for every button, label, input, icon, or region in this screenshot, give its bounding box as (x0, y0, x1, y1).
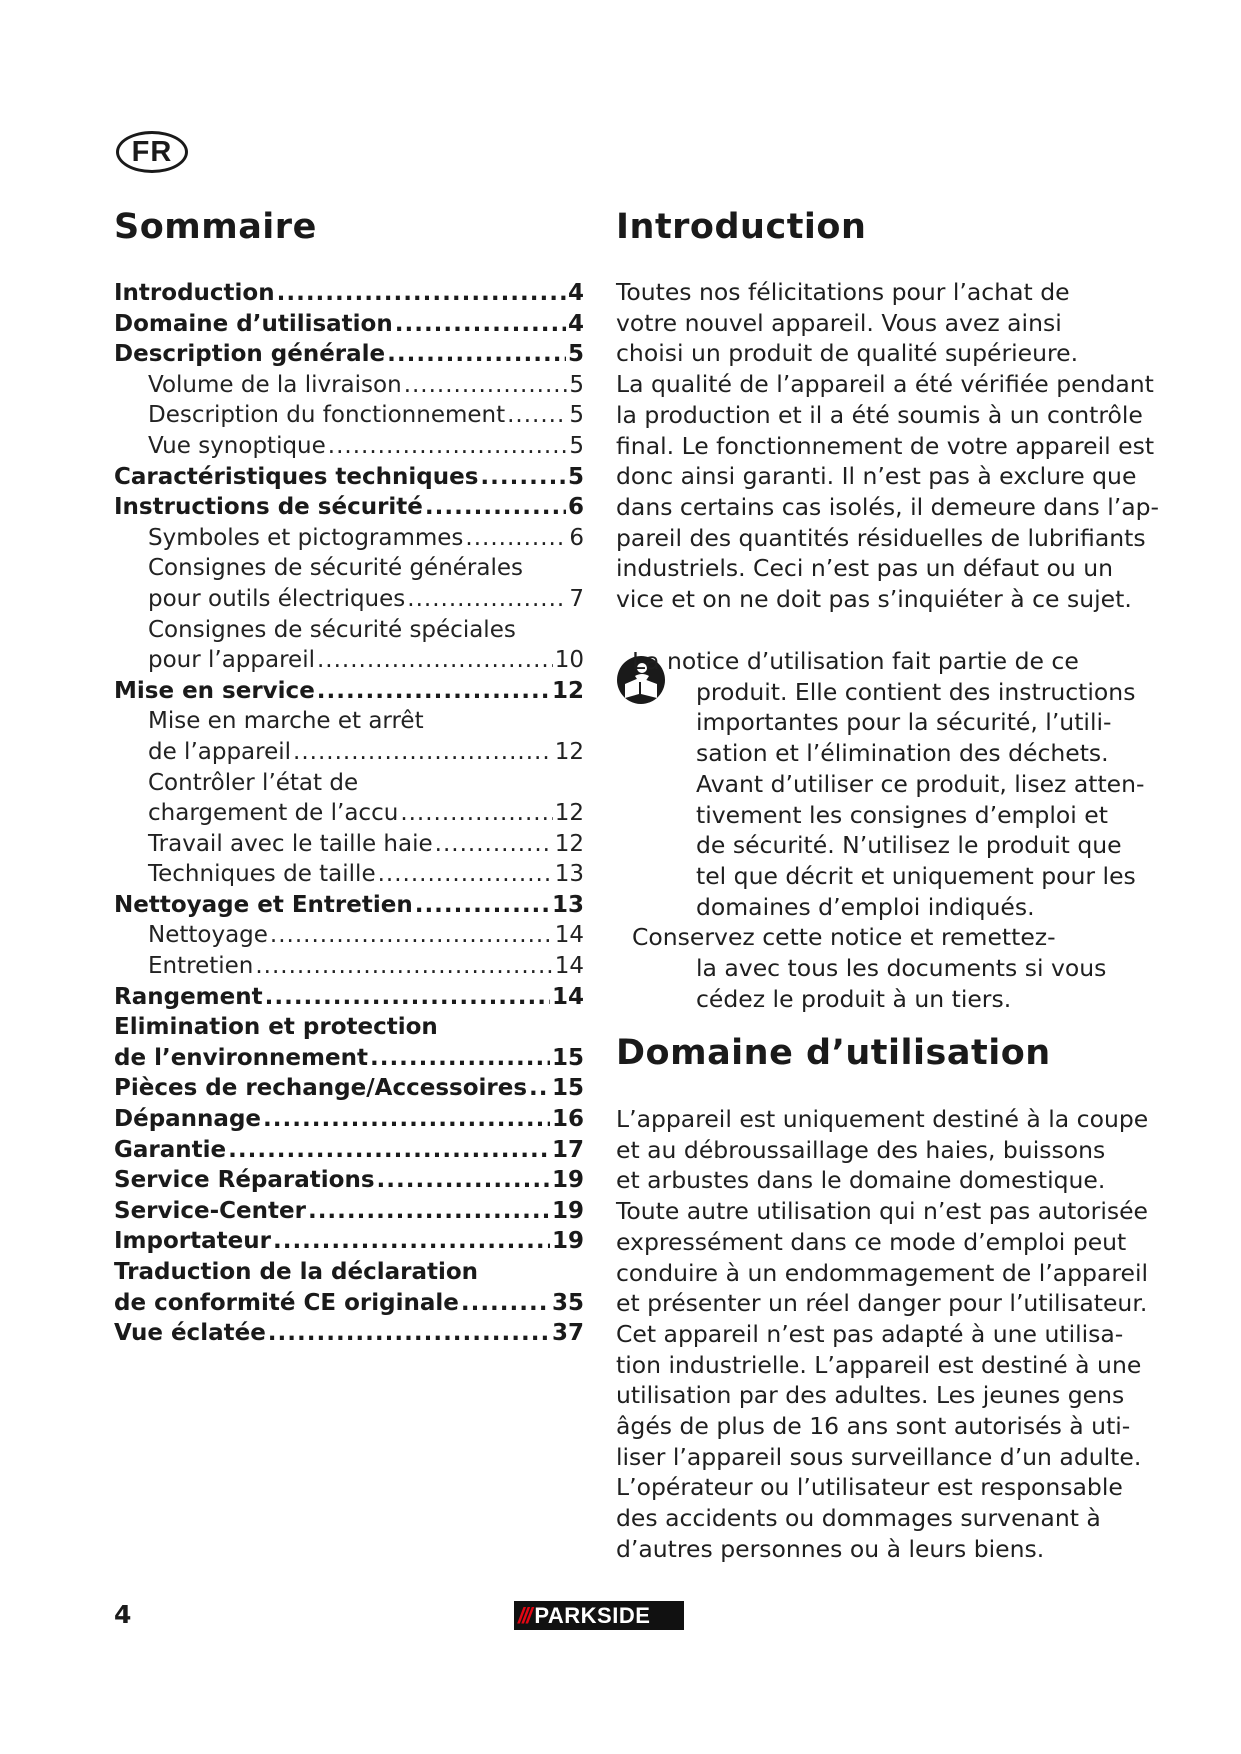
text-line: de sécurité. N’utilisez le produit que (696, 831, 1122, 860)
text-line: domaines d’emploi indiqués. (696, 892, 1035, 921)
toc-entry (114, 737, 584, 768)
toc-entry (114, 492, 584, 523)
toc-entry (114, 1165, 584, 1196)
toc-entry-label: Techniques de taille (148, 861, 376, 888)
toc-leader-dots (317, 645, 553, 676)
text-line: produit. Elle contient des instructions (696, 677, 1136, 706)
toc-title: Sommaire (114, 207, 317, 247)
domaine-title: Domaine d’utilisation (616, 1033, 1051, 1073)
toc-entry-page: 19 (551, 1197, 584, 1224)
text-line: Toutes nos félicitations pour l’achat de (616, 278, 1070, 306)
text-line: Cet appareil n’est pas adapté à une utilisa- (616, 1319, 1124, 1348)
toc-entry-page: 7 (569, 585, 584, 612)
toc-entry-page: 4 (567, 280, 584, 306)
toc-leader-dots (377, 1165, 550, 1196)
introduction-text (616, 277, 1160, 615)
toc-entry-label: Nettoyage et Entretien (114, 891, 413, 918)
toc-entry-page: 5 (567, 463, 584, 490)
toc-leader-dots (268, 1318, 550, 1349)
toc-entry-label: Introduction (114, 280, 275, 306)
introduction-title: Introduction (616, 207, 867, 247)
toc-entry-label: pour outils électriques (148, 585, 406, 612)
toc-entry (114, 1288, 584, 1319)
toc-entry-label: Service-Center (114, 1197, 306, 1224)
text-line: des accidents ou dommages survenant à (616, 1504, 1101, 1533)
toc-entry-label: Mise en marche et arrêt (148, 708, 424, 735)
toc-entry-label: Garantie (114, 1136, 227, 1163)
toc-entry (114, 1257, 584, 1288)
toc-entry-label: Mise en service (114, 677, 315, 704)
text-line: Toute autre utilisation qui n’est pas autorisée (616, 1197, 1149, 1226)
text-line: expressément dans ce mode d’emploi peut (616, 1227, 1127, 1256)
text-line: la production et il a été soumis à un contrôle (616, 400, 1143, 429)
toc-entry (114, 1196, 584, 1227)
text-line: et arbustes dans le domaine domestique. (616, 1166, 1106, 1195)
toc-leader-dots (461, 1288, 550, 1319)
toc-entry-label: Description du fonctionnement (148, 402, 506, 429)
toc-leader-dots (293, 737, 553, 768)
toc-entry (114, 951, 584, 982)
toc-leader-dots (404, 370, 568, 401)
toc-entry-label: Volume de la livraison (148, 371, 402, 398)
toc-entry-label: Consignes de sécurité générales (148, 555, 523, 582)
toc-entry-label: Consignes de sécurité spéciales (148, 616, 516, 643)
toc-leader-dots (308, 1196, 550, 1227)
toc-entry (114, 309, 584, 340)
toc-leader-dots (400, 798, 552, 829)
toc-leader-dots (529, 1073, 550, 1104)
toc-entry-page: 5 (567, 341, 584, 368)
text-line: Avant d’utiliser ce produit, lisez atten- (696, 769, 1145, 798)
toc-entry-page: 14 (554, 922, 584, 949)
brand-logo (514, 1601, 684, 1630)
toc-entry (114, 798, 584, 829)
toc-entry (114, 676, 584, 707)
toc-entry-label: Nettoyage (148, 922, 268, 949)
toc-leader-dots (328, 431, 568, 462)
toc-entry-page: 5 (569, 402, 584, 429)
toc-entry (114, 615, 584, 646)
toc-entry (114, 1043, 584, 1074)
toc-entry (114, 890, 584, 921)
toc-entry-page: 14 (551, 983, 584, 1010)
text-line: la avec tous les documents si vous (696, 954, 1107, 983)
toc-entry (114, 1012, 584, 1043)
text-line: cédez le produit à un tiers. (696, 984, 1012, 1013)
text-line: liser l’appareil sous surveillance d’un adulte. (616, 1442, 1142, 1471)
text-line: votre nouvel appareil. Vous avez ainsi (616, 308, 1062, 337)
toc-entry-label: de conformité CE originale (114, 1289, 459, 1316)
brand-slashes: /// (518, 1602, 531, 1628)
toc-entry (114, 982, 584, 1013)
toc-entry-page: 15 (551, 1044, 584, 1071)
toc-entry-label: Caractéristiques techniques (114, 463, 479, 490)
toc-leader-dots (228, 1135, 550, 1166)
domaine-text (616, 1104, 1149, 1565)
text-line: donc ainsi garanti. Il n’est pas à exclure que (616, 462, 1137, 491)
toc-entry-page: 37 (551, 1320, 584, 1347)
text-line: industriels. Ceci n’est pas un défaut ou un (616, 554, 1114, 583)
toc-entry (114, 370, 584, 401)
toc-entry-page: 35 (551, 1289, 584, 1316)
toc-entry-label: Dépannage (114, 1106, 262, 1133)
text-line: dans certains cas isolés, il demeure dans l’ap- (616, 492, 1160, 521)
text-line: d’autres personnes ou à leurs biens. (616, 1534, 1045, 1563)
text-line: tion industrielle. L’appareil est destiné à une (616, 1350, 1142, 1379)
toc-entry-page: 13 (554, 861, 584, 888)
text-line: pareil des quantités résiduelles de lubrifiants (616, 523, 1146, 552)
toc-leader-dots (270, 920, 553, 951)
toc-entry-label: Description générale (114, 341, 386, 368)
text-line: et présenter un réel danger pour l’utilisateur. (616, 1289, 1148, 1318)
toc-entry-label: Traduction de la déclaration (114, 1259, 479, 1285)
toc-leader-dots (425, 492, 566, 523)
toc-entry-page: 16 (551, 1106, 584, 1133)
language-badge: FR (116, 131, 188, 173)
toc-entry-label: Rangement (114, 983, 263, 1010)
toc-entry (114, 400, 584, 431)
toc-entry-page: 12 (554, 738, 584, 765)
toc-entry (114, 431, 584, 462)
toc-entry (114, 920, 584, 951)
toc-leader-dots (370, 1043, 550, 1074)
toc-entry (114, 1226, 584, 1257)
toc-entry-label: Elimination et protection (114, 1014, 438, 1041)
toc-entry (114, 523, 584, 554)
toc-entry-label: Service Réparations (114, 1167, 375, 1194)
toc-entry (114, 1135, 584, 1166)
toc-entry (114, 706, 584, 737)
toc-entry-page: 17 (551, 1136, 584, 1163)
toc-leader-dots (407, 584, 567, 615)
text-line: et au débroussaillage des haies, buissons (616, 1135, 1106, 1164)
toc-entry-label: Contrôler l’état de (148, 769, 359, 796)
toc-entry (114, 1318, 584, 1349)
toc-entry (114, 462, 584, 493)
toc-entry-label: Domaine d’utilisation (114, 310, 393, 337)
toc-leader-dots (395, 309, 566, 340)
text-line: final. Le fonctionnement de votre appareil est (616, 431, 1155, 460)
toc-leader-dots (273, 1226, 550, 1257)
text-line: L’opérateur ou l’utilisateur est responsable (616, 1473, 1123, 1502)
toc-entry-page: 19 (551, 1167, 584, 1194)
text-line: tivement les consignes d’emploi et (696, 800, 1108, 829)
toc-entry-label: pour l’appareil (148, 647, 315, 674)
toc-entry-page: 12 (554, 830, 584, 857)
text-line: L’appareil est uniquement destiné à la coupe (616, 1105, 1149, 1133)
notice-text (632, 646, 1145, 1014)
text-line: importantes pour la sécurité, l’utili- (696, 708, 1112, 737)
toc-leader-dots (435, 829, 553, 860)
toc-leader-dots (265, 982, 550, 1013)
toc-entry-page: 4 (567, 310, 584, 337)
toc-entry (114, 768, 584, 799)
toc-entry (114, 584, 584, 615)
toc-entry-label: de l’appareil (148, 738, 292, 765)
toc-entry (114, 1073, 584, 1104)
toc-entry (114, 829, 584, 860)
toc-entry-page: 19 (551, 1228, 584, 1255)
text-line: tel que décrit et uniquement pour les (696, 861, 1136, 890)
toc-entry-label: Instructions de sécurité (114, 494, 423, 521)
toc-leader-dots (317, 676, 550, 707)
toc-entry-page: 12 (551, 677, 584, 704)
toc-entry-label: de l’environnement (114, 1044, 368, 1071)
toc-leader-dots (277, 278, 566, 309)
toc-leader-dots (255, 951, 552, 982)
toc-entry (114, 859, 584, 890)
text-line: Conservez cette notice et remettez- (632, 923, 1056, 952)
toc-entry-label: Entretien (148, 953, 254, 980)
toc-entry-label: Symboles et pictogrammes (148, 524, 464, 551)
text-line: La notice d’utilisation fait partie de ce (632, 647, 1079, 675)
toc-entry-page: 10 (554, 647, 584, 674)
toc-entry (114, 1104, 584, 1135)
text-line: sation et l’élimination des déchets. (696, 739, 1109, 768)
toc-leader-dots (415, 890, 550, 921)
toc-entry-label: Vue éclatée (114, 1320, 266, 1347)
toc-entry-page: 13 (551, 891, 584, 918)
toc-entry-label: Importateur (114, 1228, 271, 1255)
text-line: conduire à un endommagement de l’appareil (616, 1258, 1149, 1287)
toc-leader-dots (387, 339, 566, 370)
text-line: utilisation par des adultes. Les jeunes gens (616, 1381, 1125, 1410)
toc-entry (114, 278, 584, 309)
brand-name: PARKSIDE (534, 1602, 651, 1628)
toc-leader-dots (465, 523, 567, 554)
toc-entry (114, 339, 584, 370)
toc-entry (114, 553, 584, 584)
toc-entry-label: Travail avec le taille haie (148, 830, 433, 857)
text-line: choisi un produit de qualité supérieure. (616, 339, 1079, 368)
text-line: vice et on ne doit pas s’inquiéter à ce sujet. (616, 585, 1132, 614)
toc-entry-page: 14 (554, 953, 584, 980)
toc-entry-page: 6 (567, 494, 584, 521)
text-line: âgés de plus de 16 ans sont autorisés à uti- (616, 1412, 1131, 1441)
toc-entry-label: chargement de l’accu (148, 800, 399, 827)
toc-entry-page: 5 (569, 371, 584, 398)
toc-entry-label: Vue synoptique (148, 432, 326, 459)
text-line: La qualité de l’appareil a été vérifiée pendant (616, 370, 1154, 399)
table-of-contents (114, 278, 584, 1349)
toc-leader-dots (378, 859, 553, 890)
toc-entry-page: 12 (554, 800, 584, 827)
toc-entry-page: 6 (569, 524, 584, 551)
toc-entry-page: 15 (551, 1075, 584, 1102)
toc-entry (114, 645, 584, 676)
page-number: 4 (114, 1600, 132, 1629)
toc-leader-dots (263, 1104, 550, 1135)
toc-leader-dots (507, 400, 567, 431)
toc-leader-dots (480, 462, 566, 493)
toc-entry-page: 5 (569, 432, 584, 459)
toc-entry-label: Pièces de rechange/Accessoires (114, 1075, 528, 1102)
